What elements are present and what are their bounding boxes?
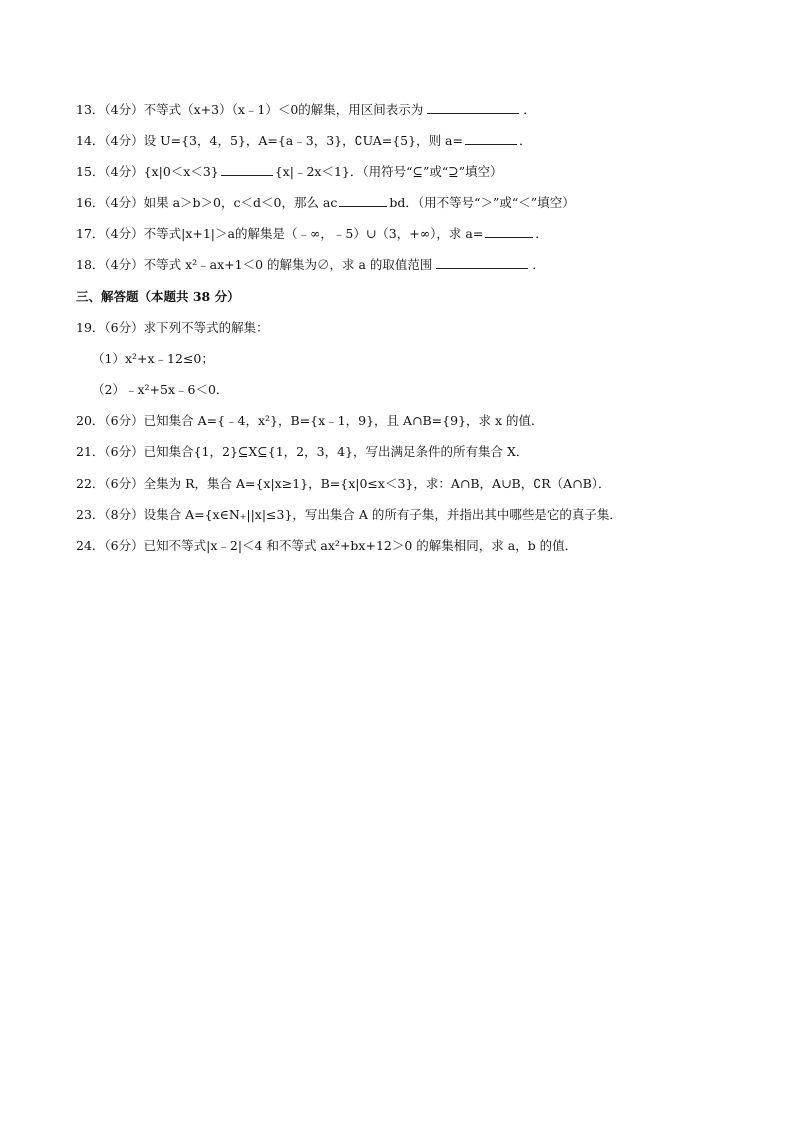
section-heading: 三、解答题（本题共 38 分） [76,289,240,304]
question-17-end: ． [535,226,548,241]
answer-blank [436,256,528,269]
question-16 [76,194,575,212]
question-19-stem: 19．（6分）求下列不等式的解集： [76,320,269,335]
question-13 [76,101,536,119]
answer-blank [465,132,517,145]
question-14-text: 14．（4分）设 U={3，4，5}，A={a﹣3，3}，∁UA={5}，则 a= [76,133,463,148]
question-17 [76,225,548,243]
question-21: 21．（6分）已知集合{1，2}⊆X⊆{1，2，3，4}，写出满足条件的所有集合 X． [76,444,529,459]
question-19-part-2: （2）﹣x²+5x﹣6＜0． [92,382,229,397]
question-15 [76,163,503,181]
question-13-text: 13．（4分）不等式（x+3）（x﹣1）＜0的解集，用区间表示为 [76,102,424,117]
question-14 [76,132,532,150]
question-16-end: bd．（用不等号“＞”或“＜”填空） [389,195,575,210]
answer-blank [427,101,519,114]
answer-blank [485,225,533,238]
question-23: 23．（8分）设集合 A={x∈N₊||x|≤3}，写出集合 A 的所有子集，并指出其中哪些是它的真子集． [76,507,622,522]
question-18-text: 18．（4分）不等式 x²﹣ax+1＜0 的解集为∅，求 a 的取值范围 [76,257,433,272]
question-17-text: 17．（4分）不等式|x+1|＞a的解集是（﹣∞，﹣5）∪（3，+∞），求 a= [76,226,484,241]
question-13-end: ． [523,102,536,117]
question-19-part-1: （1）x²+x﹣12≤0； [92,351,214,366]
answer-blank [339,194,387,207]
question-18-end: ． [532,257,545,272]
question-16-text: 16．（4分）如果 a＞b＞0，c＜d＜0，那么 ac [76,195,338,210]
answer-blank [221,163,273,176]
question-14-end: ． [518,133,532,148]
question-20: 20．（6分）已知集合 A={﹣4，x²}，B={x﹣1，9}，且 A∩B={9}，求 x 的值． [76,413,544,428]
question-15-text: 15．（4分）{x|0＜x＜3} [76,164,219,179]
question-15-end: {x|﹣2x＜1}．（用符号“⊆”或“⊇”填空） [274,164,503,179]
question-18 [76,256,545,274]
question-22: 22．（6分）全集为 R，集合 A={x|x≥1}，B={x|0≤x＜3}，求：A∩B，A∪B，∁R（A∩B）． [76,476,611,491]
question-24: 24．（6分）已知不等式|x﹣2|＜4 和不等式 ax²+bx+12＞0 的解集相同，求 a，b 的值． [76,538,578,553]
